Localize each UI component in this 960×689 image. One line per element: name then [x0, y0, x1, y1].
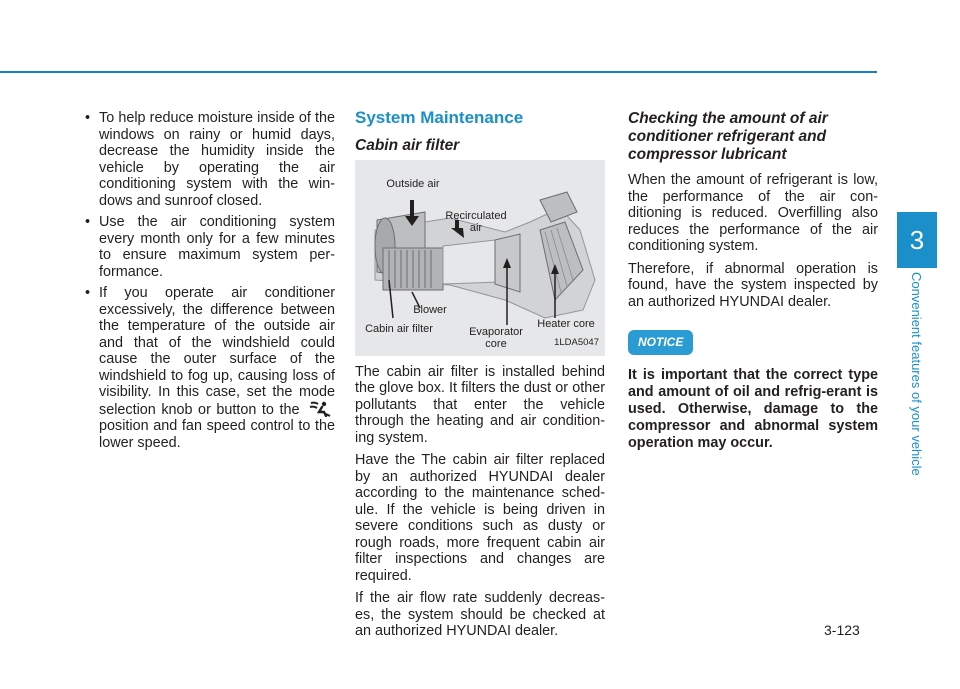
page-number: 3-123: [824, 622, 860, 638]
column-1: [85, 110, 335, 456]
paragraph: Have the The cabin air filter replaced by an authorized HYUNDAI dealer according to the maintenance sched-ule. If the vehicle is being driven in severe conditions such as dusty or rough roads, more frequent cabin air filter inspections and changes are required.: [355, 452, 605, 584]
paragraph: Therefore, if abnormal operation is found, have the system inspected by an authorized HYUNDAI dealer.: [628, 260, 878, 310]
label-heater-core: Heater core: [537, 317, 595, 330]
figure-code: 1LDA5047: [554, 337, 599, 348]
chapter-title: Convenient features of your vehicle: [909, 272, 924, 476]
header-rule: [0, 71, 877, 73]
label-recirculated-air: Recirculated air: [445, 209, 507, 234]
list-item: • To help reduce moisture inside of the windows on rainy or humid days, decrease the humidity inside the vehicle by operating the air conditioning system with the win-dows and sunroof closed.: [85, 110, 335, 209]
tips-list: [85, 110, 335, 451]
notice-text: It is important that the correct type and amount of oil and refrig-erant is used. Otherwise, damage to the compressor and abnormal system operation may occur.: [628, 366, 878, 451]
label-cabin-air-filter: Cabin air filter: [365, 322, 433, 335]
subsection-title: Cabin air filter: [355, 136, 460, 154]
list-item: [85, 285, 335, 451]
defrost-floor-mode-icon: [307, 401, 333, 417]
label-outside-air: Outside air: [386, 177, 440, 190]
bullet3-text-before: If you operate air conditioner excessively, the difference between the temperature of the outside air and that of the windshield could cause the outer surface of the windshield to fog up, causing loss of visibility. In this case, set the mode selection knob or button to the: [99, 285, 335, 418]
label-evaporator-core: Evaporator core: [469, 325, 523, 350]
chapter-tab: [897, 212, 937, 268]
label-blower: Blower: [413, 303, 447, 316]
cabin-air-filter-diagram: [355, 160, 605, 356]
column-2: [355, 110, 605, 646]
paragraph: The cabin air filter is installed behind the glove box. It filters the dust or other pollutants that enter the vehicle through the heating and air condition-ing system.: [355, 363, 605, 446]
bullet3-text-after: position and fan speed control to the lower speed.: [99, 418, 335, 451]
section-title: System Maintenance: [355, 108, 524, 127]
chapter-title-vertical: [897, 272, 937, 502]
column-3: [628, 110, 878, 452]
subsection-title: Checking the amount of air conditioner refrigerant and compressor lubricant: [628, 110, 828, 163]
list-item: • Use the air conditioning system every month only for a few minutes to ensure maximum system per-formance.: [85, 214, 335, 280]
paragraph: When the amount of refrigerant is low, the performance of the air con-ditioning is reduced. Overfilling also reduces the performance of the air conditioning system.: [628, 172, 878, 254]
chapter-number: 3: [909, 225, 925, 255]
paragraph: If the air flow rate suddenly decreas-es, the system should be checked at an authorized HYUNDAI dealer.: [355, 590, 605, 639]
notice-badge: NOTICE: [628, 330, 693, 355]
